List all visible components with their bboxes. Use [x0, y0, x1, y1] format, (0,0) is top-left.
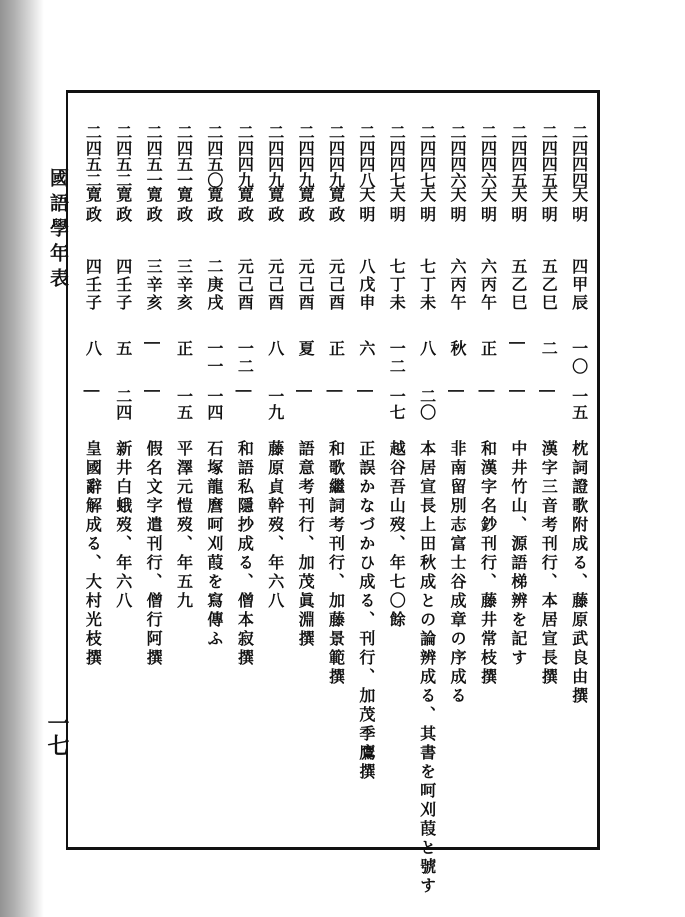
cell-day: | — [296, 388, 316, 394]
cell-era-year: 五乙巳 — [539, 258, 559, 312]
cell-month: 正 — [478, 340, 498, 358]
cell-era: 寛政 — [174, 186, 194, 226]
cell-month: 二 — [539, 340, 559, 358]
table-row — [503, 118, 533, 838]
cell-era-year: 五乙巳 — [508, 258, 528, 312]
cell-day: | — [235, 388, 255, 394]
cell-year: 二四五一 — [144, 124, 164, 188]
cell-year: 二四五二 — [83, 124, 103, 188]
cell-day: | — [539, 388, 559, 394]
cell-day: 二四 — [113, 388, 133, 420]
cell-event: 非南留別志富士谷成章の序成る — [448, 440, 468, 706]
cell-year: 二四四九 — [265, 124, 285, 188]
cell-day: 二〇 — [417, 388, 437, 420]
cell-era: 天明 — [387, 186, 407, 226]
cell-era: 寛政 — [296, 186, 316, 226]
cell-era-year: 元己酉 — [265, 258, 285, 312]
cell-era: 天明 — [448, 186, 468, 226]
cell-day: | — [448, 388, 468, 394]
cell-day: | — [326, 388, 346, 394]
cell-year: 二四四九 — [235, 124, 255, 188]
table-row — [320, 118, 350, 838]
cell-year: 二四四六 — [448, 124, 468, 188]
page-number: 一七 — [44, 712, 70, 756]
table-row — [199, 118, 229, 838]
cell-event: 和歌繼詞考刊行、加藤景範撰 — [326, 440, 346, 687]
cell-era-year: 七丁未 — [387, 258, 407, 312]
cell-month: 一二 — [387, 340, 407, 376]
cell-year: 二四五〇 — [204, 124, 224, 188]
cell-era: 天明 — [539, 186, 559, 226]
cell-event: 本居宣長上田秋成との論辨成る、其書を呵刈葭と號す — [417, 440, 437, 896]
cell-event: 新井白蛾歿、年六八 — [113, 440, 133, 611]
cell-day: | — [478, 388, 498, 394]
cell-month: 五 — [113, 340, 133, 358]
cell-year: 二四四六 — [478, 124, 498, 188]
table-row — [412, 118, 442, 896]
cell-era-year: 六丙午 — [448, 258, 468, 312]
cell-month: 一二 — [235, 340, 255, 376]
cell-year: 二四四九 — [326, 124, 346, 188]
cell-month: 一一 — [204, 340, 224, 376]
cell-era: 寛政 — [113, 186, 133, 226]
cell-event: 中井竹山、源語梯辨を記す — [508, 440, 528, 668]
cell-event: 平澤元愷歿、年五九 — [174, 440, 194, 611]
cell-year: 二四五二 — [113, 124, 133, 188]
cell-month: 正 — [174, 340, 194, 358]
cell-day: | — [144, 388, 164, 394]
cell-era-year: 元己酉 — [326, 258, 346, 312]
table-row — [290, 118, 320, 838]
cell-month: 正 — [326, 340, 346, 358]
cell-day: | — [356, 388, 376, 394]
cell-era: 寛政 — [83, 186, 103, 226]
table-row — [381, 118, 411, 838]
cell-event: 石塚龍麿呵刈葭を寫傳ふ — [204, 440, 224, 649]
cell-event: 和漢字名鈔刊行、藤井常枝撰 — [478, 440, 498, 687]
table-row — [533, 118, 563, 838]
cell-day: 一四 — [204, 388, 224, 420]
cell-year: 二四四九 — [296, 124, 316, 188]
table-row — [260, 118, 290, 838]
cell-month: 夏 — [296, 340, 316, 358]
table-row — [108, 118, 138, 838]
cell-era-year: 二庚戌 — [204, 258, 224, 312]
cell-era: 天明 — [508, 186, 528, 226]
table-row — [229, 118, 259, 838]
cell-era-year: 元己酉 — [235, 258, 255, 312]
cell-year: 二四四八 — [356, 124, 376, 188]
cell-month: 八 — [265, 340, 285, 358]
table-row — [442, 118, 472, 838]
cell-era: 寛政 — [204, 186, 224, 226]
cell-event: 漢字三音考刊行、本居宣長撰 — [539, 440, 559, 687]
cell-era-year: 三辛亥 — [144, 258, 164, 312]
cell-event: 語意考刊行、加茂眞淵撰 — [296, 440, 316, 649]
cell-event: 正誤かなづかひ成る、刊行、加茂季鷹撰 — [356, 440, 376, 782]
cell-year: 二四四七 — [387, 124, 407, 188]
scan-binding-shadow — [0, 0, 44, 917]
cell-era: 天明 — [478, 186, 498, 226]
cell-day: | — [83, 388, 103, 394]
cell-year: 二四四五 — [539, 124, 559, 188]
table-row — [472, 118, 502, 838]
table-row — [169, 118, 199, 838]
table-row — [351, 118, 381, 838]
cell-era-year: 三辛亥 — [174, 258, 194, 312]
cell-era: 寛政 — [144, 186, 164, 226]
cell-era: 天明 — [356, 186, 376, 226]
cell-era-year: 元己酉 — [296, 258, 316, 312]
cell-month: 秋 — [448, 340, 468, 358]
cell-month: 八 — [83, 340, 103, 358]
cell-day: 一五 — [174, 388, 194, 420]
cell-day: | — [508, 388, 528, 394]
table-row — [138, 118, 168, 838]
cell-era-year: 四壬子 — [113, 258, 133, 312]
cell-day: 一五 — [569, 388, 589, 420]
cell-event: 藤原貞幹歿、年六八 — [265, 440, 285, 611]
cell-month: | — [144, 340, 164, 348]
cell-era: 寛政 — [326, 186, 346, 226]
cell-era: 寛政 — [235, 186, 255, 226]
cell-event: 和語私隱抄成る、僧本寂撰 — [235, 440, 255, 668]
cell-era-year: 四甲辰 — [569, 258, 589, 312]
chronology-table — [83, 118, 594, 896]
cell-era-year: 六丙午 — [478, 258, 498, 312]
cell-era-year: 四壬子 — [83, 258, 103, 312]
cell-era-year: 八戊申 — [356, 258, 376, 312]
table-row — [77, 118, 107, 838]
cell-event: 皇國辭解成る、大村光枝撰 — [83, 440, 103, 668]
cell-era: 天明 — [417, 186, 437, 226]
cell-era: 寛政 — [265, 186, 285, 226]
running-title: 國語學年表 — [47, 168, 69, 293]
cell-year: 二四四五 — [508, 124, 528, 188]
cell-month: 八 — [417, 340, 437, 358]
cell-era: 天明 — [569, 186, 589, 226]
cell-day: 一九 — [265, 388, 285, 420]
cell-year: 二四四四 — [569, 124, 589, 188]
cell-month: 一〇 — [569, 340, 589, 376]
cell-event: 越谷吾山歿、年七〇餘 — [387, 440, 407, 630]
cell-day: 一七 — [387, 388, 407, 420]
table-row — [564, 118, 594, 838]
cell-year: 二四五一 — [174, 124, 194, 188]
cell-month: 六 — [356, 340, 376, 358]
cell-era-year: 七丁未 — [417, 258, 437, 312]
cell-event: 假名文字遣刊行、僧行阿撰 — [144, 440, 164, 668]
cell-month: | — [508, 340, 528, 348]
cell-event: 枕詞證歌附成る、藤原武良由撰 — [569, 440, 589, 706]
cell-year: 二四四七 — [417, 124, 437, 188]
